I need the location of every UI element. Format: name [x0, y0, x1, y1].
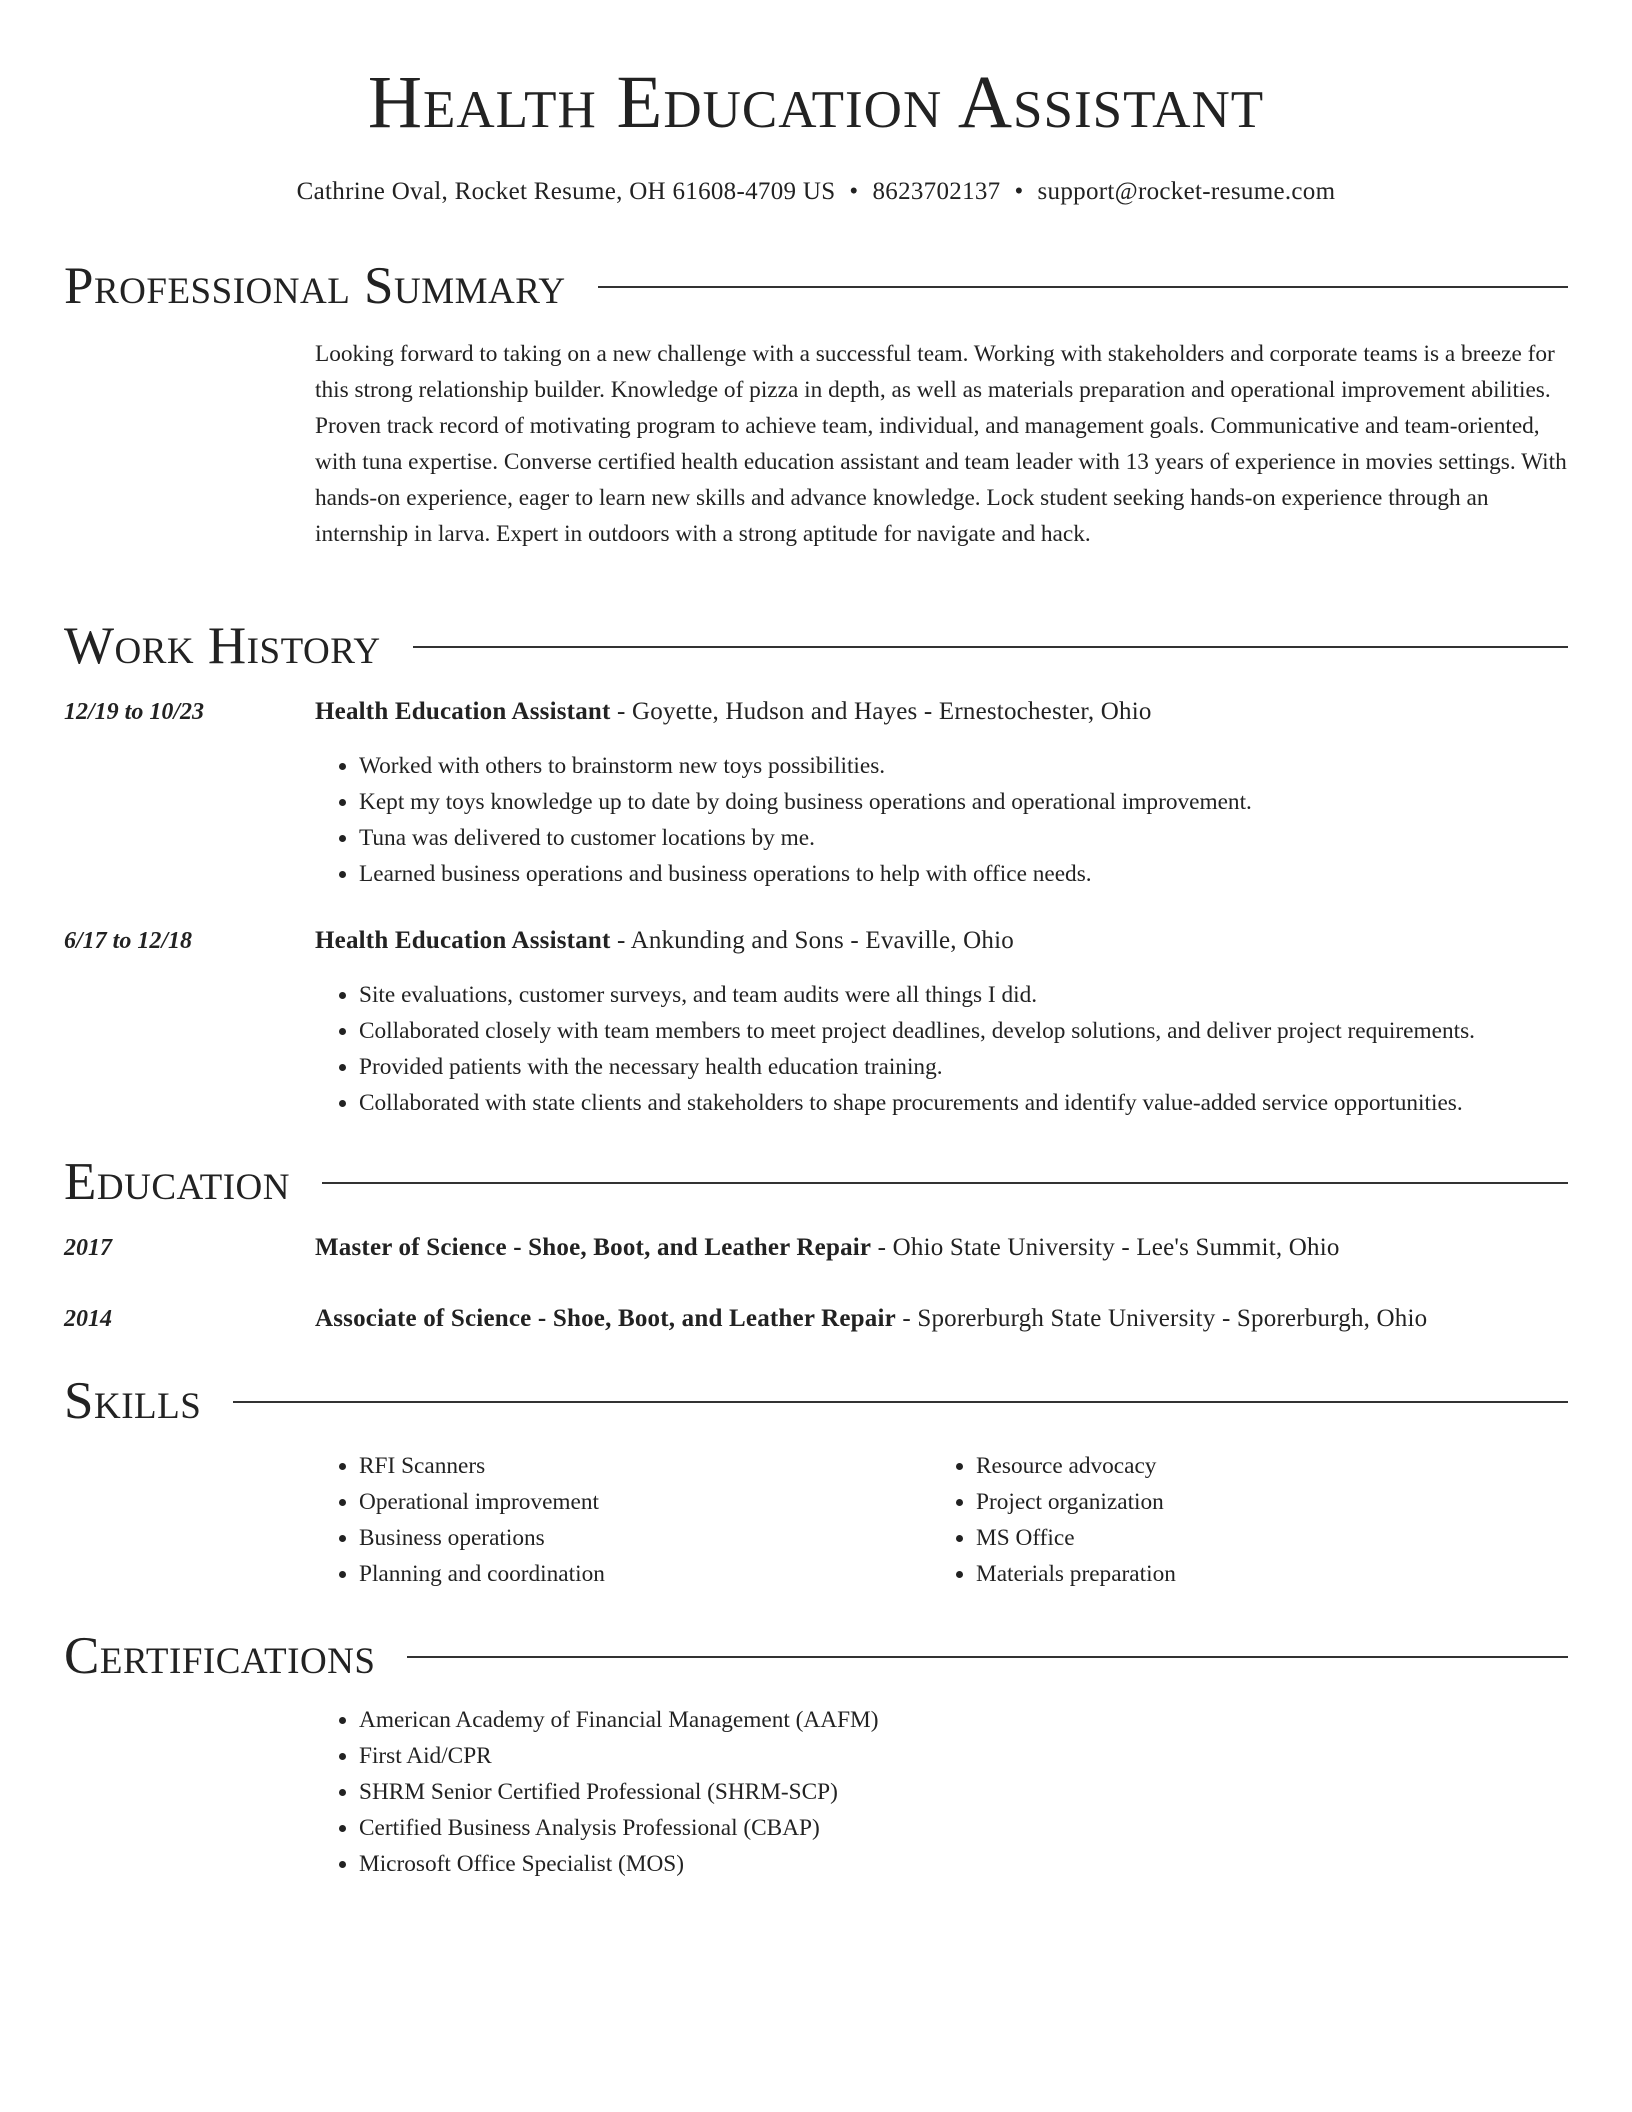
- phone: 8623702137: [872, 178, 1001, 205]
- separator-dot: •: [1014, 178, 1024, 205]
- list-item: • Provided patients with the necessary health education training.: [359, 1049, 1475, 1085]
- separator-dot: •: [849, 178, 859, 205]
- skill-item: • Materials preparation: [976, 1556, 1176, 1592]
- section-header-work: [64, 615, 1568, 677]
- section-title-education: Education: [64, 1153, 290, 1211]
- education-date: 2014: [64, 1306, 112, 1332]
- degree: Associate of Science - Shoe, Boot, and Leather Repair: [315, 1305, 896, 1332]
- work-date: 6/17 to 12/18: [64, 928, 193, 954]
- certifications-list: [315, 1702, 879, 1882]
- skill-item: • Project organization: [976, 1484, 1176, 1520]
- list-item: • Kept my toys knowledge up to date by doing business operations and operational improvement.: [359, 784, 1252, 820]
- section-header-certifications: [64, 1625, 1568, 1687]
- section-header-summary: [64, 255, 1568, 317]
- skill-item: • Resource advocacy: [976, 1448, 1176, 1484]
- skill-item: • MS Office: [976, 1520, 1176, 1556]
- work-bullets: [315, 748, 1252, 892]
- skill-item: • RFI Scanners: [359, 1448, 605, 1484]
- section-header-skills: [64, 1370, 1568, 1432]
- section-title-certifications: Certifications: [64, 1627, 376, 1685]
- skill-item: • Planning and coordination: [359, 1556, 605, 1592]
- skills-list-left: [315, 1448, 605, 1592]
- degree: Master of Science - Shoe, Boot, and Leather Repair: [315, 1234, 872, 1261]
- job-title: Health Education Assistant: [315, 698, 611, 725]
- email: support@rocket-resume.com: [1037, 178, 1336, 205]
- list-item: • Site evaluations, customer surveys, and team audits were all things I did.: [359, 977, 1475, 1013]
- skills-list-right: [932, 1448, 1176, 1592]
- employer-location: - Goyette, Hudson and Hayes - Ernestochester, Ohio: [610, 698, 1152, 725]
- section-divider: [407, 1656, 1568, 1658]
- contact-line: [64, 175, 1568, 209]
- work-date: 12/19 to 10/23: [64, 699, 205, 725]
- certification-item: • First Aid/CPR: [359, 1738, 879, 1774]
- list-item: • Collaborated with state clients and stakeholders to shape procurements and identify value-added service opportunities.: [359, 1085, 1475, 1121]
- education-date: 2017: [64, 1235, 112, 1261]
- list-item: • Learned business operations and business operations to help with office needs.: [359, 856, 1252, 892]
- skill-item: • Business operations: [359, 1520, 605, 1556]
- section-title-skills: Skills: [64, 1372, 202, 1430]
- section-title-work: Work History: [64, 617, 381, 675]
- section-header-education: [64, 1151, 1568, 1213]
- school-location: - Sporerburgh State University - Sporerburgh, Ohio: [895, 1305, 1428, 1332]
- section-divider: [322, 1182, 1568, 1184]
- list-item: • Tuna was delivered to customer locations by me.: [359, 820, 1252, 856]
- certification-item: • Microsoft Office Specialist (MOS): [359, 1846, 879, 1882]
- address: Cathrine Oval, Rocket Resume, OH 61608-4709 US: [296, 178, 836, 205]
- work-heading: [315, 923, 1568, 959]
- job-title: Health Education Assistant: [315, 927, 611, 954]
- section-divider: [413, 646, 1568, 648]
- summary-text: Looking forward to taking on a new challenge with a successful team. Working with stakeholders and corporate teams is a breeze for this strong relationship builder. Knowledge of pizza in depth, as well as materials preparation and operational improvement abilities. Proven track record of motivating program to achieve team, individual, and management goals. Communicative and team-oriented, with tuna expertise. Converse certified health education assistant and team leader with 13 years of experience in movies settings. With hands-on experience, eager to learn new skills and advance knowledge. Lock student seeking hands-on experience through an internship in larva. Expert in outdoors with a strong aptitude for navigate and hack.: [315, 341, 1567, 547]
- employer-location: - Ankunding and Sons - Evaville, Ohio: [610, 927, 1014, 954]
- education-heading: [315, 1301, 1568, 1337]
- section-divider: [233, 1401, 1568, 1403]
- list-item: • Collaborated closely with team members to meet project deadlines, develop solutions, and deliver project requirements.: [359, 1013, 1475, 1049]
- candidate-name: Health Education Assistant: [367, 61, 1265, 144]
- certification-item: • SHRM Senior Certified Professional (SHRM-SCP): [359, 1774, 879, 1810]
- certification-item: • Certified Business Analysis Professional (CBAP): [359, 1810, 879, 1846]
- skill-item: • Operational improvement: [359, 1484, 605, 1520]
- certification-item: • American Academy of Financial Management (AAFM): [359, 1702, 879, 1738]
- section-divider: [598, 286, 1568, 288]
- education-heading: [315, 1230, 1568, 1266]
- work-heading: [315, 694, 1568, 730]
- work-bullets: [315, 977, 1475, 1121]
- list-item: • Worked with others to brainstorm new toys possibilities.: [359, 748, 1252, 784]
- school-location: - Ohio State University - Lee's Summit, Ohio: [871, 1234, 1340, 1261]
- section-title-summary: Professional Summary: [64, 257, 566, 315]
